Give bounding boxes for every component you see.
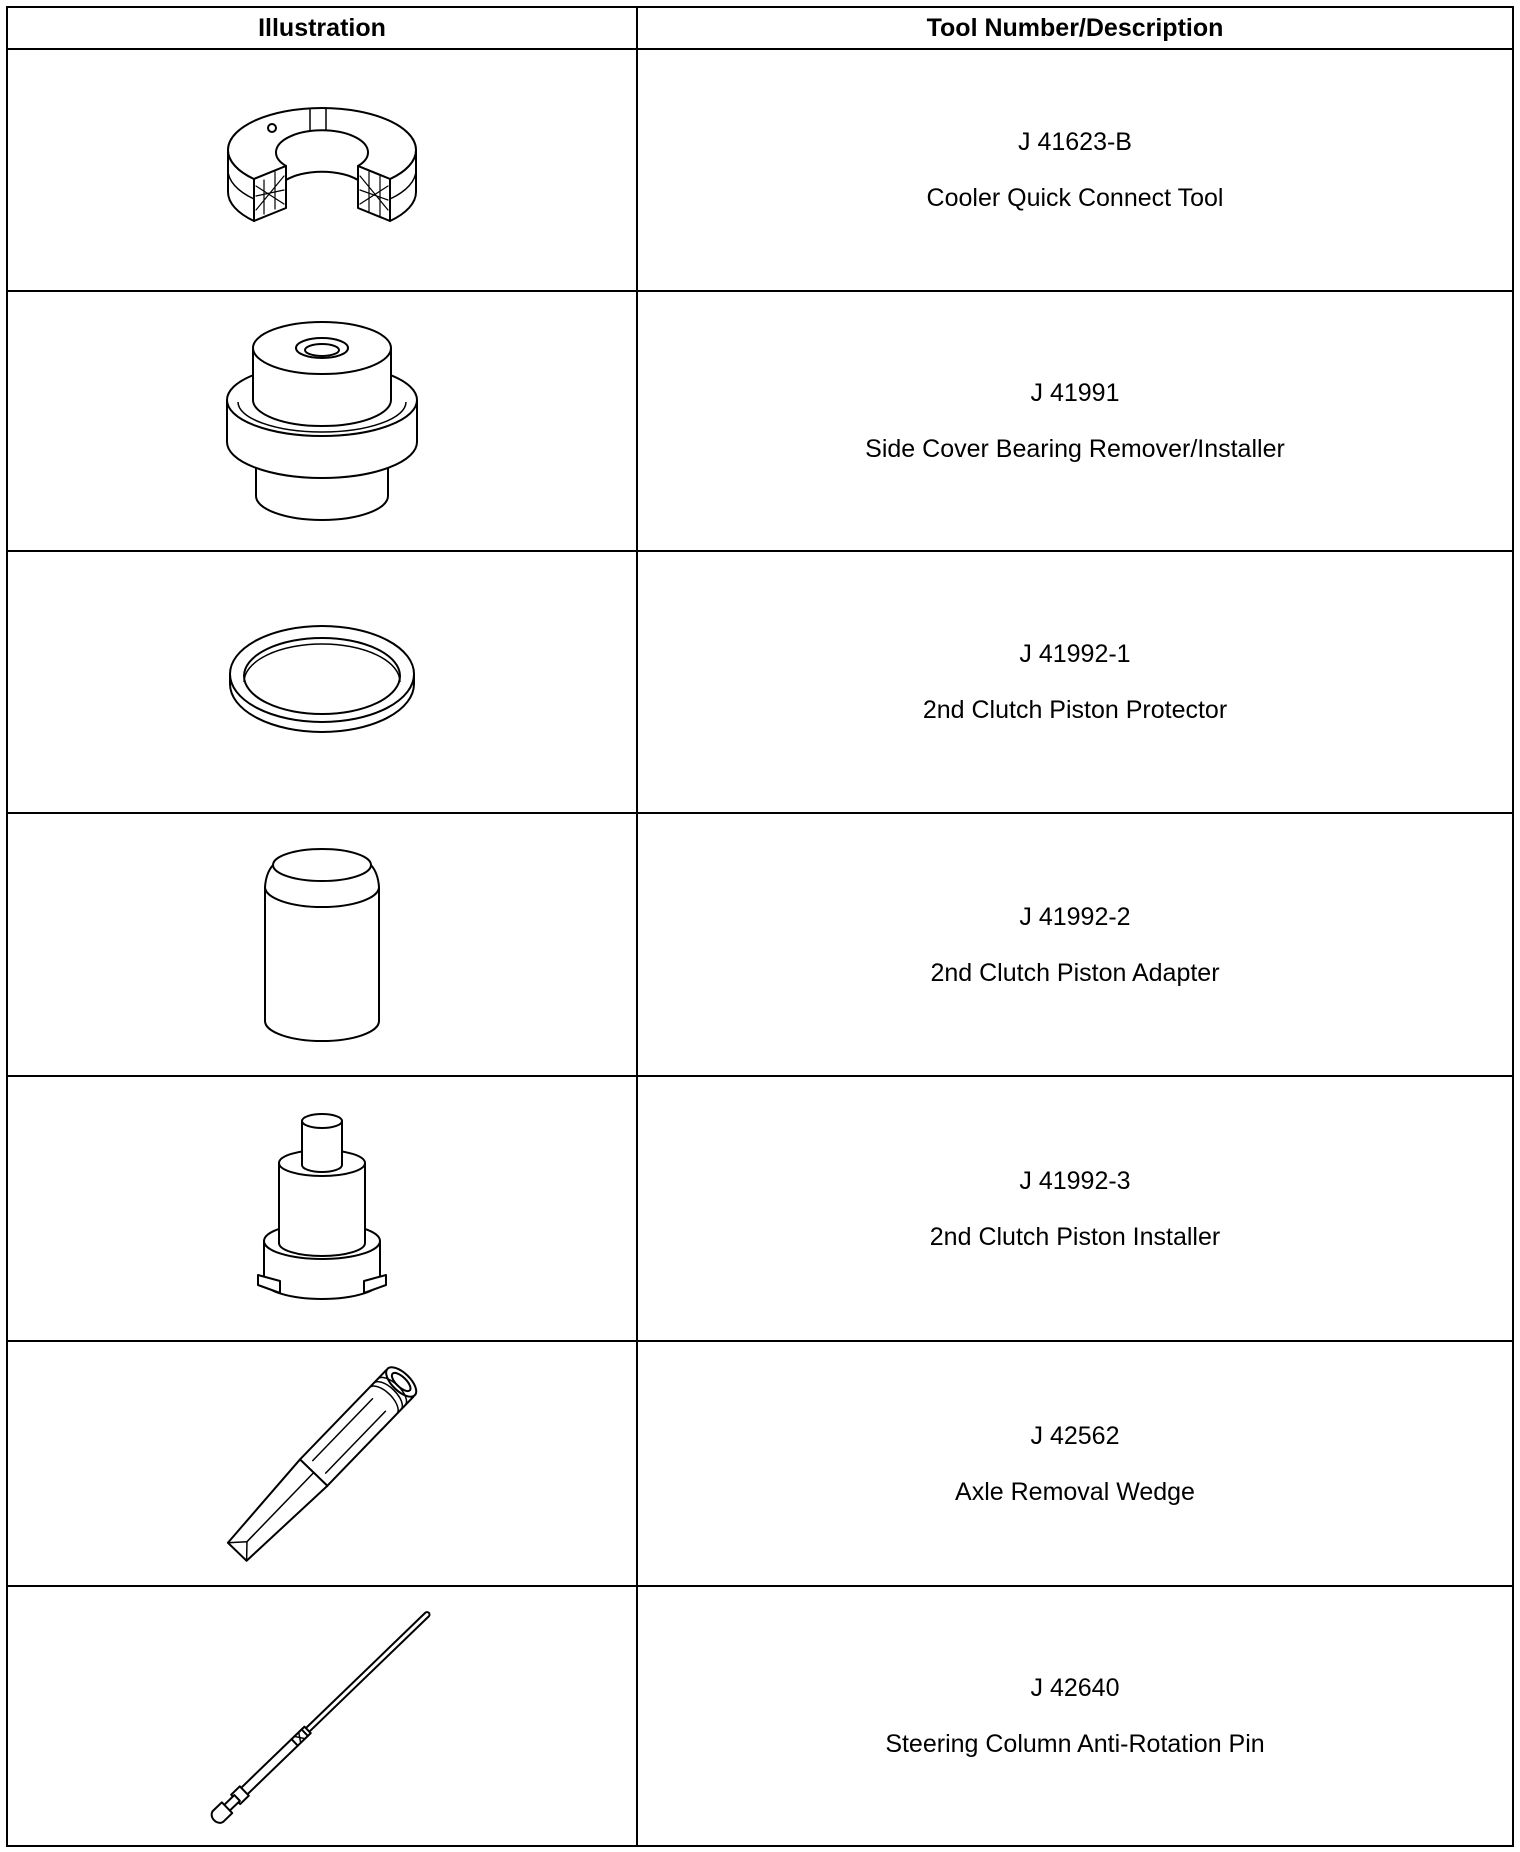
bearing-remover-installer-icon xyxy=(224,318,420,524)
tool-description-cell xyxy=(638,292,1512,550)
tool-number-description-header: Tool Number/Description xyxy=(926,14,1224,42)
piston-adapter-cylinder-icon xyxy=(263,843,381,1047)
illustration-header: Illustration xyxy=(258,14,386,42)
table-row xyxy=(8,1587,1512,1845)
illustration-cell xyxy=(8,1587,638,1845)
special-tools-table xyxy=(6,6,1514,1847)
illustration-cell xyxy=(8,1342,638,1585)
tool-number: J 41623-B xyxy=(1018,128,1132,156)
tool-number: J 41991 xyxy=(1030,379,1120,407)
tool-number: J 42562 xyxy=(1030,1421,1120,1450)
illustration-cell xyxy=(8,552,638,812)
illustration-cell xyxy=(8,814,638,1075)
tool-description: Cooler Quick Connect Tool xyxy=(926,184,1224,212)
piston-protector-ring-icon xyxy=(227,622,417,742)
tool-description: 2nd Clutch Piston Adapter xyxy=(930,958,1220,987)
tool-description: Axle Removal Wedge xyxy=(955,1477,1195,1506)
table-row xyxy=(8,1077,1512,1342)
tool-description: 2nd Clutch Piston Protector xyxy=(922,696,1228,724)
tool-description-cell xyxy=(638,1587,1512,1845)
axle-removal-wedge-icon xyxy=(220,1353,424,1575)
tool-number: J 41992-2 xyxy=(1019,902,1131,931)
table-row xyxy=(8,50,1512,292)
tool-description-cell xyxy=(638,50,1512,290)
piston-installer-icon xyxy=(254,1111,390,1307)
tool-description-cell xyxy=(638,1077,1512,1340)
table-row xyxy=(8,814,1512,1077)
tool-description-cell xyxy=(638,552,1512,812)
table-header-row xyxy=(8,8,1512,50)
table-row xyxy=(8,552,1512,814)
tool-description-cell xyxy=(638,814,1512,1075)
table-row xyxy=(8,1342,1512,1587)
tool-description: Steering Column Anti-Rotation Pin xyxy=(885,1730,1265,1758)
anti-rotation-pin-icon xyxy=(206,1601,438,1831)
tool-description: 2nd Clutch Piston Installer xyxy=(929,1222,1221,1251)
tool-number: J 41992-1 xyxy=(1019,640,1131,668)
cooler-quick-connect-tool-icon xyxy=(214,100,430,240)
tool-number: J 41992-3 xyxy=(1019,1166,1131,1195)
table-row xyxy=(8,292,1512,552)
illustration-cell xyxy=(8,50,638,290)
tool-description-cell xyxy=(638,1342,1512,1585)
tool-description: Side Cover Bearing Remover/Installer xyxy=(865,435,1285,463)
illustration-cell xyxy=(8,1077,638,1340)
illustration-cell xyxy=(8,292,638,550)
tool-header-cell xyxy=(638,8,1512,48)
illustration-header-cell xyxy=(8,8,638,48)
tool-number: J 42640 xyxy=(1030,1674,1120,1702)
